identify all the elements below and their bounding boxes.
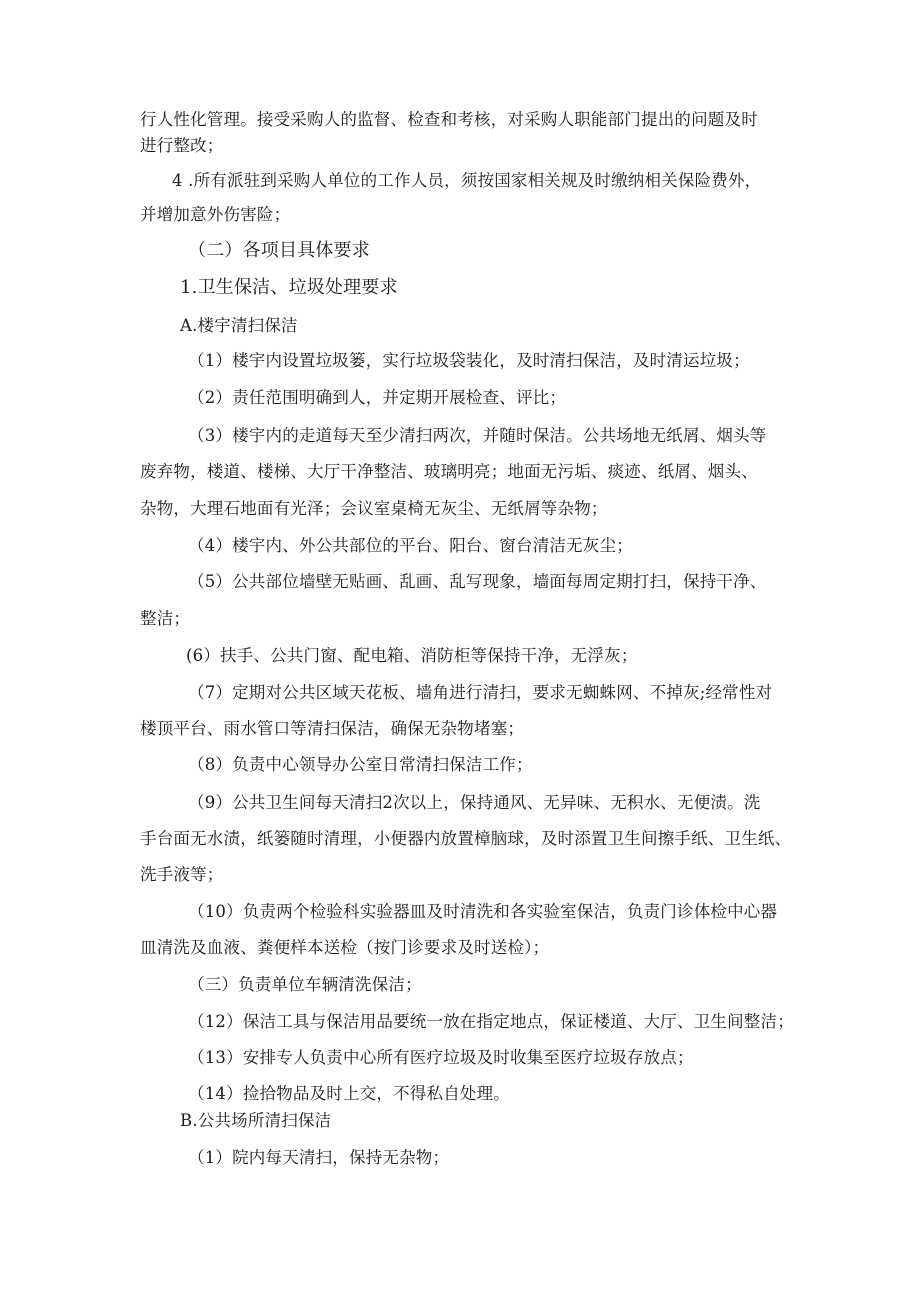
text-line: 杂物，大理石地面有光泽；会议室桌椅无灰尘、无纸屑等杂物； (140, 499, 608, 518)
text-line: 并增加意外伤害险； (140, 205, 291, 224)
text-line: 4 .所有派驻到采购人单位的工作人员，须按国家相关规及时缴纳相关保险费外， (172, 171, 762, 190)
text-line: 进行整改； (140, 136, 224, 155)
text-line: （2）责任范围明确到人，并定期开展检查、评比； (188, 388, 567, 407)
text-line: （8）负责中心领导办公室日常清扫保洁工作； (188, 755, 533, 774)
text-line: （3）楼宇内的走道每天至少清扫两次，并随时保洁。公共场地无纸屑、烟头等 (188, 426, 767, 445)
text-line: 手台面无水渍，纸篓随时清理，小便器内放置樟脑球，及时添置卫生间擦手纸、卫生纸、 (140, 829, 792, 848)
text-line: （1）院内每天清扫，保持无杂物； (188, 1148, 450, 1167)
text-line: 楼顶平台、雨水管口等清扫保洁，确保无杂物堵塞； (140, 719, 525, 738)
text-line: （4）楼宇内、外公共部位的平台、阳台、窗台清洁无灰尘； (188, 536, 633, 555)
subsection-heading: B.公共场所清扫保洁 (180, 1111, 332, 1130)
text-line: (6）扶手、公共门窗、配电箱、消防柜等保持干净，无浮灰； (186, 646, 638, 665)
text-line: （7）定期对公共区域天花板、墙角进行清扫，要求无蜘蛛网、不掉灰;经常性对 (188, 683, 773, 702)
text-line: （9）公共卫生间每天清扫2次以上，保持通风、无异味、无积水、无便渍。洗 (188, 793, 761, 812)
text-line: （14）捡拾物品及时上交，不得私自处理。 (188, 1084, 510, 1103)
text-line: （5）公共部位墙壁无贴画、乱画、乱写现象，墙面每周定期打扫，保持干净、 (188, 572, 767, 591)
text-line: 皿清洗及血液、粪便样本送检（按门诊要求及时送检）； (140, 938, 550, 957)
text-line: 废弃物，楼道、楼梯、大厅干净整洁、玻璃明亮；地面无污垢、痰迹、纸屑、烟头、 (140, 462, 758, 481)
text-line: （1）楼宇内设置垃圾篓，实行垃圾袋装化，及时清扫保洁，及时清运垃圾； (188, 351, 750, 370)
text-line: （三）负责单位车辆清洗保洁； (188, 975, 422, 994)
section-heading: （二）各项目具体要求 (188, 240, 370, 261)
text-line: （12）保洁工具与保洁用品要统一放在指定地点，保证楼道、大厅、卫生间整洁； (188, 1012, 794, 1031)
text-line: 整洁； (140, 609, 191, 628)
text-line: 洗手液等； (140, 865, 224, 884)
subsection-heading: A.楼宇清扫保洁 (180, 316, 298, 335)
text-line: 行人性化管理。接受采购人的监督、检查和考核，对采购人职能部门提出的问题及时 (140, 110, 758, 129)
subsection-heading: 1.卫生保洁、垃圾处理要求 (180, 277, 398, 298)
text-line: （10）负责两个检验科实验器皿及时清洗和各实验室保洁，负责门诊体检中心器 (188, 902, 778, 921)
text-line: （13）安排专人负责中心所有医疗垃圾及时收集至医疗垃圾存放点； (188, 1048, 694, 1067)
